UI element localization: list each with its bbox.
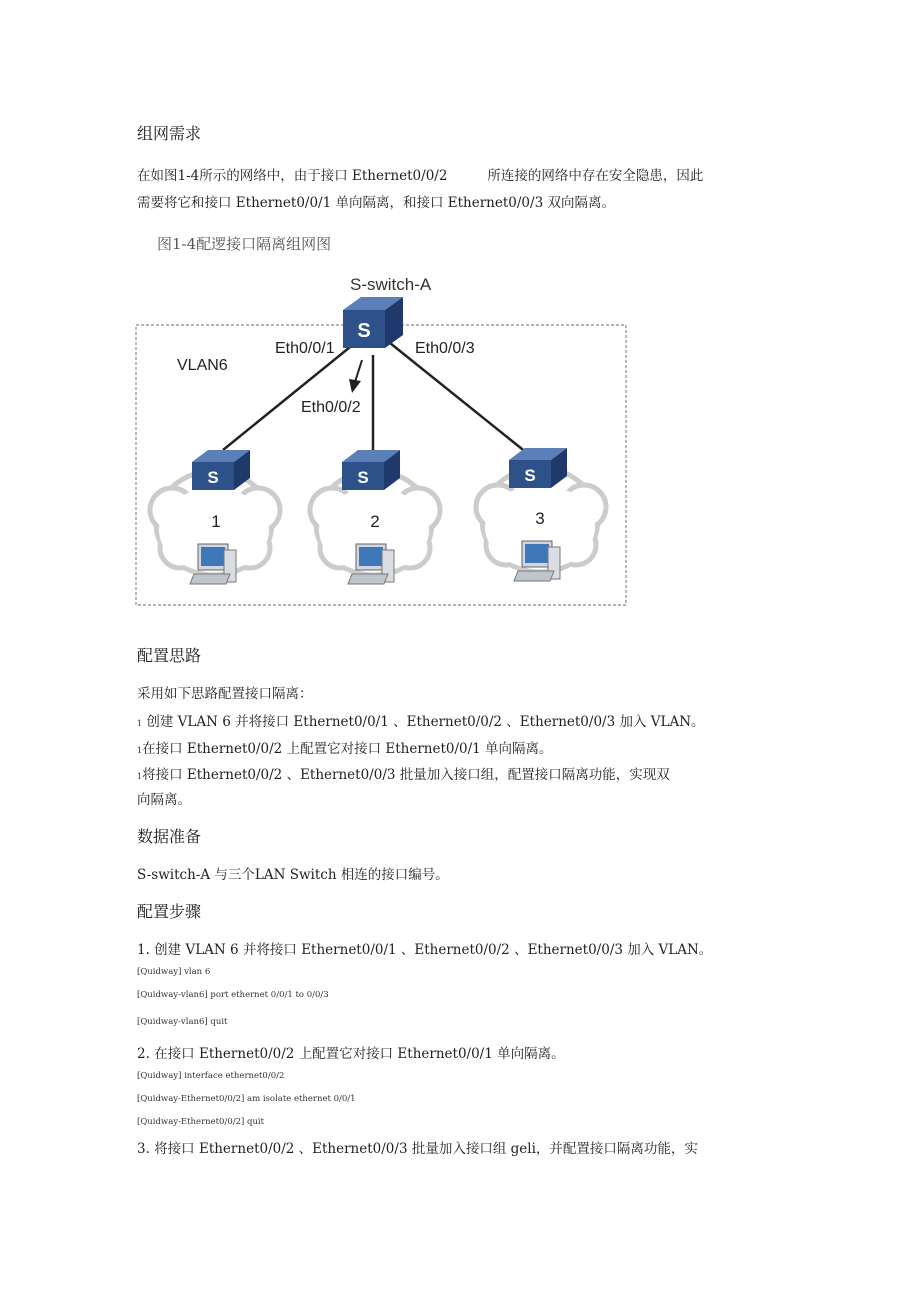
heading-data-preparation: 数据准备 — [137, 827, 202, 846]
approach-bullet-2 — [137, 737, 553, 757]
port-label-eth2: Eth0/0/2 — [301, 399, 361, 416]
isolation-arrow-shaft — [355, 360, 362, 382]
heading-config-steps: 配置步骤 — [137, 902, 202, 921]
approach-bullet-1 — [137, 710, 705, 730]
requirements-line-2: 需要将它和接口 Ethernet0/0/1 单向隔离，和接口 Ethernet0/0/3 双向隔离。 — [137, 195, 615, 211]
svg-text:S: S — [357, 468, 369, 487]
requirements-line-1a: 在如图1-4所示的网络中，由于接口 Ethernet0/0/2 — [137, 168, 448, 184]
bullet-mark: 1 — [137, 719, 143, 728]
step-2-code-line-1: [Quidway] interface ethernet0/0/2 — [137, 1071, 285, 1081]
step-3: 3. 将接口 Ethernet0/0/2 、Ethernet0/0/3 批量加入接口组 geli，并配置接口隔离功能，实 — [137, 1141, 698, 1157]
cloud-3-label: 3 — [535, 509, 545, 528]
step-1-code-line-2: [Quidway-vlan6] port ethernet 0/0/1 to 0/0/3 — [137, 990, 329, 1000]
cloud-2-label: 2 — [370, 512, 380, 531]
bullet-mark: 1 — [137, 772, 143, 781]
svg-text:S: S — [207, 468, 219, 487]
approach-bullet-3-continued: 向隔离。 — [137, 792, 191, 808]
heading-networking-requirements: 组网需求 — [137, 124, 202, 143]
step-1: 1. 创建 VLAN 6 并将接口 Ethernet0/0/1 、Ethernet0/0/2 、Ethernet0/0/3 加入 VLAN。 — [137, 942, 713, 958]
svg-text:S: S — [524, 466, 536, 485]
approach-bullet-2-text: 在接口 Ethernet0/0/2 上配置它对接口 Ethernet0/0/1 单向隔离。 — [142, 741, 553, 757]
heading-config-approach: 配置思路 — [137, 646, 202, 665]
figure-caption: 图1-4配逻接口隔离组网图 — [157, 235, 332, 253]
bullet-mark: 1 — [137, 746, 143, 755]
requirements-line-1b: 所连接的网络中存在安全隐患，因此 — [487, 168, 704, 184]
data-preparation-text: S-switch-A 与三个LAN Switch 相连的接口编号。 — [137, 867, 449, 883]
port-label-eth1: Eth0/0/1 — [275, 340, 335, 357]
approach-intro: 采用如下思路配置接口隔离： — [137, 686, 313, 702]
link-eth1 — [223, 343, 355, 450]
switch-name-label: S-switch-A — [350, 275, 432, 294]
approach-bullet-3-text: 将接口 Ethernet0/0/2 、Ethernet0/0/3 批量加入接口组，配置接口隔离功能，实现双 — [142, 767, 670, 783]
step-1-code-line-3: [Quidway-vlan6] quit — [137, 1017, 228, 1027]
link-eth3 — [390, 343, 527, 453]
access-switch-3-icon — [509, 448, 567, 488]
svg-text:S: S — [357, 320, 371, 342]
vlan-label: VLAN6 — [177, 357, 228, 374]
step-2-code-line-2: [Quidway-Ethernet0/0/2] am isolate ethernet 0/0/1 — [137, 1094, 356, 1104]
step-2-code-line-3: [Quidway-Ethernet0/0/2] quit — [137, 1117, 265, 1127]
approach-bullet-1-text: 创建 VLAN 6 并将接口 Ethernet0/0/1 、Ethernet0/0/2 、Ethernet0/0/3 加入 VLAN。 — [146, 714, 705, 730]
isolation-arrowhead — [349, 379, 361, 393]
step-2: 2. 在接口 Ethernet0/0/2 上配置它对接口 Ethernet0/0/1 单向隔离。 — [137, 1046, 565, 1062]
core-switch-icon — [343, 297, 403, 348]
approach-bullet-3 — [137, 763, 670, 783]
step-1-code-line-1: [Quidway] vlan 6 — [137, 967, 211, 977]
cloud-1-label: 1 — [211, 512, 221, 531]
access-switch-1-icon — [192, 450, 250, 490]
access-switch-2-icon — [342, 450, 400, 490]
port-label-eth3: Eth0/0/3 — [415, 340, 475, 357]
network-diagram — [0, 0, 920, 620]
